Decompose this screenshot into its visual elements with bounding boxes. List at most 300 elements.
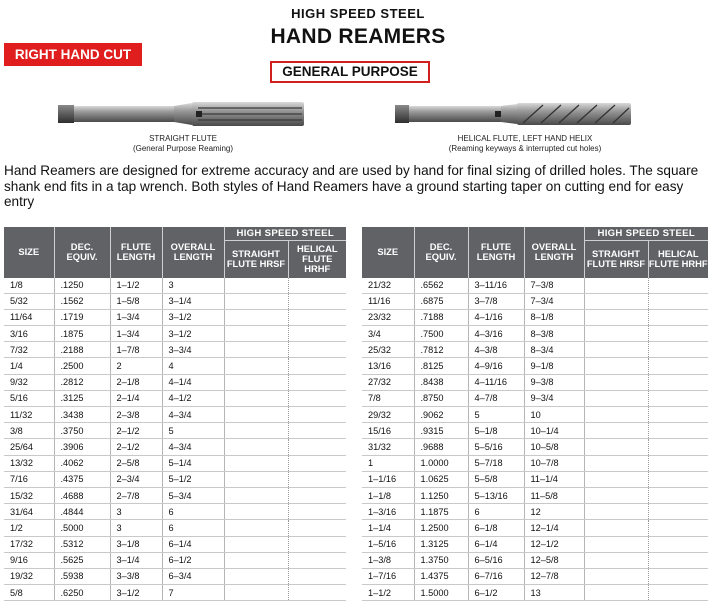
helical-flute-desc: (Reaming keyways & interrupted cut holes) — [448, 144, 602, 153]
size-cell: 7/8 — [362, 390, 414, 406]
table-row — [4, 520, 346, 536]
helical-flute-cell — [648, 439, 708, 455]
overall-length-cell: 7–3/8 — [524, 278, 584, 294]
straight-flute-cell — [584, 520, 648, 536]
size-cell: 27/32 — [362, 374, 414, 390]
dec-equiv-cell: 1.5000 — [414, 585, 468, 601]
flute-length-cell: 6–1/4 — [468, 536, 524, 552]
page-title: HAND REAMERS — [270, 25, 446, 48]
overall-length-cell: 6–1/2 — [162, 552, 224, 568]
helical-flute-cell — [648, 585, 708, 601]
dec-equiv-cell: .1250 — [54, 278, 110, 294]
table-row — [4, 309, 346, 325]
size-cell: 7/16 — [4, 471, 54, 487]
table-row — [4, 455, 346, 471]
table-row — [4, 552, 346, 568]
straight-flute-cell — [584, 552, 648, 568]
size-cell: 13/16 — [362, 358, 414, 374]
dec-equiv-cell: 1.4375 — [414, 568, 468, 584]
straight-flute-cell — [224, 326, 288, 342]
flute-length-cell: 4–7/8 — [468, 390, 524, 406]
helical-flute-cell — [648, 536, 708, 552]
top-title: HIGH SPEED STEEL — [291, 6, 425, 21]
size-cell: 15/16 — [362, 423, 414, 439]
overall-length-cell: 3–1/2 — [162, 326, 224, 342]
flute-length-cell: 2–1/4 — [110, 390, 162, 406]
overall-length-cell: 13 — [524, 585, 584, 601]
flute-length-cell: 4–3/16 — [468, 326, 524, 342]
overall-length-cell: 8–3/8 — [524, 326, 584, 342]
table-row — [362, 568, 708, 584]
table-row — [362, 342, 708, 358]
size-cell: 25/32 — [362, 342, 414, 358]
reamer-table-left — [4, 227, 346, 601]
straight-flute-cell — [224, 504, 288, 520]
size-cell: 29/32 — [362, 407, 414, 423]
straight-flute-cell — [584, 326, 648, 342]
table-row — [362, 536, 708, 552]
flute-length-cell: 4–3/8 — [468, 342, 524, 358]
header-helical-flute: HELICAL FLUTE HRHF — [288, 241, 346, 278]
table-row — [362, 358, 708, 374]
size-cell: 1–3/16 — [362, 504, 414, 520]
dec-equiv-cell: .4375 — [54, 471, 110, 487]
helical-flute-cell — [288, 309, 346, 325]
helical-flute-caption — [415, 134, 635, 154]
table-row — [362, 278, 708, 294]
overall-length-cell: 10–1/4 — [524, 423, 584, 439]
helical-flute-cell — [648, 390, 708, 406]
helical-flute-cell — [648, 309, 708, 325]
dec-equiv-cell: .8750 — [414, 390, 468, 406]
dec-equiv-cell: .2500 — [54, 358, 110, 374]
flute-length-cell: 6–7/16 — [468, 568, 524, 584]
size-cell: 1/4 — [4, 358, 54, 374]
overall-length-cell: 10–7/8 — [524, 455, 584, 471]
table-row — [4, 374, 346, 390]
overall-length-cell: 10–5/8 — [524, 439, 584, 455]
straight-flute-cell — [224, 585, 288, 601]
dec-equiv-cell: .8125 — [414, 358, 468, 374]
helical-flute-title: HELICAL FLUTE, LEFT HAND HELIX — [457, 134, 593, 143]
straight-flute-cell — [224, 358, 288, 374]
header-dec-equiv: DEC. EQUIV. — [54, 227, 110, 278]
flute-length-cell: 2 — [110, 358, 162, 374]
flute-length-cell: 3–1/2 — [110, 585, 162, 601]
flute-length-cell: 4–1/16 — [468, 309, 524, 325]
table-row — [4, 326, 346, 342]
overall-length-cell: 7–3/4 — [524, 293, 584, 309]
overall-length-cell: 3 — [162, 278, 224, 294]
overall-length-cell: 12–1/4 — [524, 520, 584, 536]
dec-equiv-cell: .8438 — [414, 374, 468, 390]
straight-flute-cell — [584, 455, 648, 471]
straight-flute-cell — [584, 568, 648, 584]
straight-flute-cell — [584, 374, 648, 390]
dec-equiv-cell: .4062 — [54, 455, 110, 471]
size-cell: 1–3/8 — [362, 552, 414, 568]
table-row — [4, 487, 346, 503]
helical-flute-cell — [648, 471, 708, 487]
table-row — [4, 358, 346, 374]
overall-length-cell: 6 — [162, 504, 224, 520]
size-cell: 5/16 — [4, 390, 54, 406]
dec-equiv-cell: .6875 — [414, 293, 468, 309]
straight-flute-cell — [584, 342, 648, 358]
straight-flute-cell — [224, 342, 288, 358]
size-cell: 9/32 — [4, 374, 54, 390]
flute-length-cell: 5–1/8 — [468, 423, 524, 439]
header-flute-length: FLUTE LENGTH — [110, 227, 162, 278]
size-cell: 17/32 — [4, 536, 54, 552]
helical-flute-cell — [288, 358, 346, 374]
table-row — [362, 552, 708, 568]
helical-flute-cell — [288, 520, 346, 536]
dec-equiv-cell: 1.2500 — [414, 520, 468, 536]
dec-equiv-cell: .1719 — [54, 309, 110, 325]
flute-length-cell: 6 — [468, 504, 524, 520]
overall-length-cell: 6–3/4 — [162, 568, 224, 584]
straight-flute-cell — [224, 520, 288, 536]
straight-flute-reamer-image — [58, 96, 308, 132]
size-cell: 31/64 — [4, 504, 54, 520]
dec-equiv-cell: 1.3125 — [414, 536, 468, 552]
straight-flute-cell — [224, 309, 288, 325]
dec-equiv-cell: 1.0625 — [414, 471, 468, 487]
header-straight-flute: STRAIGHT FLUTE HRSF — [584, 241, 648, 278]
size-cell: 3/16 — [4, 326, 54, 342]
table-row — [362, 309, 708, 325]
helical-flute-cell — [648, 520, 708, 536]
dec-equiv-cell: 1.0000 — [414, 455, 468, 471]
table-row — [362, 423, 708, 439]
overall-length-cell: 7 — [162, 585, 224, 601]
flute-length-cell: 3 — [110, 520, 162, 536]
dec-equiv-cell: .5312 — [54, 536, 110, 552]
flute-length-cell: 3–1/4 — [110, 552, 162, 568]
header-overall-length: OVERALL LENGTH — [162, 227, 224, 278]
size-cell: 11/16 — [362, 293, 414, 309]
dec-equiv-cell: .2812 — [54, 374, 110, 390]
table-row — [362, 487, 708, 503]
overall-length-cell: 4–1/4 — [162, 374, 224, 390]
overall-length-cell: 5–3/4 — [162, 487, 224, 503]
table-row — [362, 455, 708, 471]
straight-flute-cell — [224, 278, 288, 294]
flute-length-cell: 6–1/8 — [468, 520, 524, 536]
straight-flute-cell — [584, 439, 648, 455]
straight-flute-cell — [224, 293, 288, 309]
table-row — [4, 536, 346, 552]
helical-flute-cell — [288, 374, 346, 390]
flute-length-cell: 1–7/8 — [110, 342, 162, 358]
flute-length-cell: 2–3/8 — [110, 407, 162, 423]
size-cell: 3/4 — [362, 326, 414, 342]
dec-equiv-cell: .4844 — [54, 504, 110, 520]
table-row — [362, 293, 708, 309]
straight-flute-cell — [584, 504, 648, 520]
table-row — [362, 585, 708, 601]
straight-flute-cell — [224, 455, 288, 471]
dec-equiv-cell: .5625 — [54, 552, 110, 568]
flute-length-cell: 4–11/16 — [468, 374, 524, 390]
dec-equiv-cell: .3438 — [54, 407, 110, 423]
size-cell: 1–1/16 — [362, 471, 414, 487]
helical-flute-cell — [648, 552, 708, 568]
helical-flute-cell — [648, 455, 708, 471]
flute-length-cell: 3–7/8 — [468, 293, 524, 309]
header-high-speed-steel: HIGH SPEED STEEL — [224, 227, 346, 241]
overall-length-cell: 5 — [162, 423, 224, 439]
dec-equiv-cell: .1562 — [54, 293, 110, 309]
straight-flute-cell — [584, 423, 648, 439]
dec-equiv-cell: 1.1875 — [414, 504, 468, 520]
helical-flute-cell — [648, 374, 708, 390]
helical-flute-cell — [648, 423, 708, 439]
size-cell: 11/64 — [4, 309, 54, 325]
overall-length-cell: 12–5/8 — [524, 552, 584, 568]
helical-flute-cell — [288, 455, 346, 471]
straight-flute-cell — [224, 439, 288, 455]
dec-equiv-cell: .9688 — [414, 439, 468, 455]
helical-flute-cell — [648, 342, 708, 358]
size-cell: 21/32 — [362, 278, 414, 294]
overall-length-cell: 12–1/2 — [524, 536, 584, 552]
table-row — [4, 390, 346, 406]
straight-flute-cell — [224, 471, 288, 487]
flute-length-cell: 1–1/2 — [110, 278, 162, 294]
dec-equiv-cell: .3750 — [54, 423, 110, 439]
dec-equiv-cell: .7500 — [414, 326, 468, 342]
helical-flute-cell — [288, 568, 346, 584]
table-row — [362, 520, 708, 536]
helical-flute-cell — [288, 487, 346, 503]
table-row — [4, 342, 346, 358]
header-flute-length: FLUTE LENGTH — [468, 227, 524, 278]
right-hand-cut-badge: RIGHT HAND CUT — [4, 43, 142, 66]
table-row — [362, 374, 708, 390]
dec-equiv-cell: .2188 — [54, 342, 110, 358]
overall-length-cell: 9–3/4 — [524, 390, 584, 406]
helical-flute-cell — [648, 326, 708, 342]
helical-flute-cell — [288, 390, 346, 406]
flute-length-cell: 2–5/8 — [110, 455, 162, 471]
dec-equiv-cell: .9062 — [414, 407, 468, 423]
helical-flute-cell — [648, 504, 708, 520]
table-row — [4, 585, 346, 601]
helical-flute-cell — [288, 536, 346, 552]
flute-length-cell: 5 — [468, 407, 524, 423]
straight-flute-cell — [224, 552, 288, 568]
table-row — [362, 407, 708, 423]
header-overall-length: OVERALL LENGTH — [524, 227, 584, 278]
table-row — [4, 293, 346, 309]
header-straight-flute: STRAIGHT FLUTE HRSF — [224, 241, 288, 278]
intro-paragraph: Hand Reamers are designed for extreme accuracy and are used by hand for final sizing of drilled holes. The square shank end fits in a tap wrench. Both styles of Hand Reamers have a ground starting taper on cutting end for easy entry — [4, 163, 699, 209]
size-cell: 15/32 — [4, 487, 54, 503]
straight-flute-cell — [584, 278, 648, 294]
overall-length-cell: 12 — [524, 504, 584, 520]
overall-length-cell: 5–1/2 — [162, 471, 224, 487]
straight-flute-cell — [584, 487, 648, 503]
flute-length-cell: 4–9/16 — [468, 358, 524, 374]
size-cell: 1–1/2 — [362, 585, 414, 601]
flute-length-cell: 5–7/18 — [468, 455, 524, 471]
overall-length-cell: 8–1/8 — [524, 309, 584, 325]
size-cell: 7/32 — [4, 342, 54, 358]
table-row — [4, 407, 346, 423]
dec-equiv-cell: .3125 — [54, 390, 110, 406]
straight-flute-title: STRAIGHT FLUTE — [149, 134, 217, 143]
dec-equiv-cell: .7812 — [414, 342, 468, 358]
table-row — [362, 504, 708, 520]
helical-flute-cell — [648, 278, 708, 294]
helical-flute-cell — [288, 326, 346, 342]
size-cell: 1–7/16 — [362, 568, 414, 584]
overall-length-cell: 4–3/4 — [162, 407, 224, 423]
overall-length-cell: 3–1/4 — [162, 293, 224, 309]
size-cell: 1/8 — [4, 278, 54, 294]
helical-flute-cell — [648, 487, 708, 503]
size-cell: 23/32 — [362, 309, 414, 325]
table-row — [4, 439, 346, 455]
header-high-speed-steel: HIGH SPEED STEEL — [584, 227, 708, 241]
size-cell: 9/16 — [4, 552, 54, 568]
flute-length-cell: 2–1/2 — [110, 423, 162, 439]
overall-length-cell: 11–1/4 — [524, 471, 584, 487]
header-size: SIZE — [4, 227, 54, 278]
size-cell: 5/8 — [4, 585, 54, 601]
flute-length-cell: 2–1/2 — [110, 439, 162, 455]
table-row — [4, 568, 346, 584]
size-cell: 19/32 — [4, 568, 54, 584]
size-cell: 3/8 — [4, 423, 54, 439]
dec-equiv-cell: 1.1250 — [414, 487, 468, 503]
overall-length-cell: 4–1/2 — [162, 390, 224, 406]
dec-equiv-cell: .5000 — [54, 520, 110, 536]
size-cell: 11/32 — [4, 407, 54, 423]
straight-flute-cell — [584, 293, 648, 309]
table-body-left — [4, 278, 346, 601]
flute-length-cell: 1–3/4 — [110, 326, 162, 342]
straight-flute-cell — [584, 358, 648, 374]
helical-flute-cell — [648, 407, 708, 423]
table-row — [4, 471, 346, 487]
flute-length-cell: 6–1/2 — [468, 585, 524, 601]
helical-flute-cell — [288, 439, 346, 455]
table-row — [362, 326, 708, 342]
table-row — [4, 278, 346, 294]
overall-length-cell: 5–1/4 — [162, 455, 224, 471]
straight-flute-cell — [584, 536, 648, 552]
overall-length-cell: 6–1/4 — [162, 536, 224, 552]
dec-equiv-cell: .6562 — [414, 278, 468, 294]
dec-equiv-cell: 1.3750 — [414, 552, 468, 568]
table-row — [362, 439, 708, 455]
size-cell: 1–1/4 — [362, 520, 414, 536]
overall-length-cell: 8–3/4 — [524, 342, 584, 358]
flute-length-cell: 5–5/16 — [468, 439, 524, 455]
overall-length-cell: 6 — [162, 520, 224, 536]
size-cell: 5/32 — [4, 293, 54, 309]
straight-flute-desc: (General Purpose Reaming) — [132, 144, 234, 153]
flute-length-cell: 3–3/8 — [110, 568, 162, 584]
flute-length-cell: 2–7/8 — [110, 487, 162, 503]
straight-flute-cell — [224, 568, 288, 584]
overall-length-cell: 3–1/2 — [162, 309, 224, 325]
helical-flute-cell — [288, 293, 346, 309]
helical-flute-cell — [288, 471, 346, 487]
size-cell: 1–1/8 — [362, 487, 414, 503]
size-cell: 1/2 — [4, 520, 54, 536]
flute-length-cell: 3 — [110, 504, 162, 520]
flute-length-cell: 1–3/4 — [110, 309, 162, 325]
overall-length-cell: 3–3/4 — [162, 342, 224, 358]
dec-equiv-cell: .7188 — [414, 309, 468, 325]
helical-flute-cell — [648, 358, 708, 374]
size-cell: 1–5/16 — [362, 536, 414, 552]
flute-length-cell: 5–5/8 — [468, 471, 524, 487]
table-row — [362, 471, 708, 487]
size-cell: 25/64 — [4, 439, 54, 455]
dec-equiv-cell: .4688 — [54, 487, 110, 503]
size-cell: 1 — [362, 455, 414, 471]
helical-flute-cell — [288, 342, 346, 358]
straight-flute-cell — [584, 585, 648, 601]
dec-equiv-cell: .5938 — [54, 568, 110, 584]
dec-equiv-cell: .6250 — [54, 585, 110, 601]
helical-flute-cell — [288, 504, 346, 520]
helical-flute-reamer-image — [395, 98, 635, 130]
flute-length-cell: 2–3/4 — [110, 471, 162, 487]
table-row — [362, 390, 708, 406]
flute-length-cell: 1–5/8 — [110, 293, 162, 309]
straight-flute-cell — [584, 390, 648, 406]
table-body-right — [362, 278, 708, 601]
overall-length-cell: 12–7/8 — [524, 568, 584, 584]
straight-flute-cell — [224, 423, 288, 439]
straight-flute-cell — [224, 390, 288, 406]
table-row — [4, 423, 346, 439]
header-size: SIZE — [362, 227, 414, 278]
overall-length-cell: 9–3/8 — [524, 374, 584, 390]
header-helical-flute: HELICAL FLUTE HRHF — [648, 241, 708, 278]
reamer-table-right — [362, 227, 708, 601]
straight-flute-cell — [584, 471, 648, 487]
helical-flute-cell — [288, 585, 346, 601]
flute-length-cell: 5–13/16 — [468, 487, 524, 503]
dec-equiv-cell: .3906 — [54, 439, 110, 455]
overall-length-cell: 4 — [162, 358, 224, 374]
straight-flute-cell — [584, 407, 648, 423]
helical-flute-cell — [288, 407, 346, 423]
straight-flute-caption — [83, 134, 283, 154]
overall-length-cell: 9–1/8 — [524, 358, 584, 374]
header-dec-equiv: DEC. EQUIV. — [414, 227, 468, 278]
size-cell: 13/32 — [4, 455, 54, 471]
straight-flute-cell — [224, 374, 288, 390]
straight-flute-cell — [224, 487, 288, 503]
helical-flute-cell — [288, 423, 346, 439]
size-cell: 31/32 — [362, 439, 414, 455]
straight-flute-cell — [224, 407, 288, 423]
overall-length-cell: 4–3/4 — [162, 439, 224, 455]
table-row — [4, 504, 346, 520]
overall-length-cell: 10 — [524, 407, 584, 423]
helical-flute-cell — [648, 568, 708, 584]
overall-length-cell: 11–5/8 — [524, 487, 584, 503]
helical-flute-cell — [288, 278, 346, 294]
